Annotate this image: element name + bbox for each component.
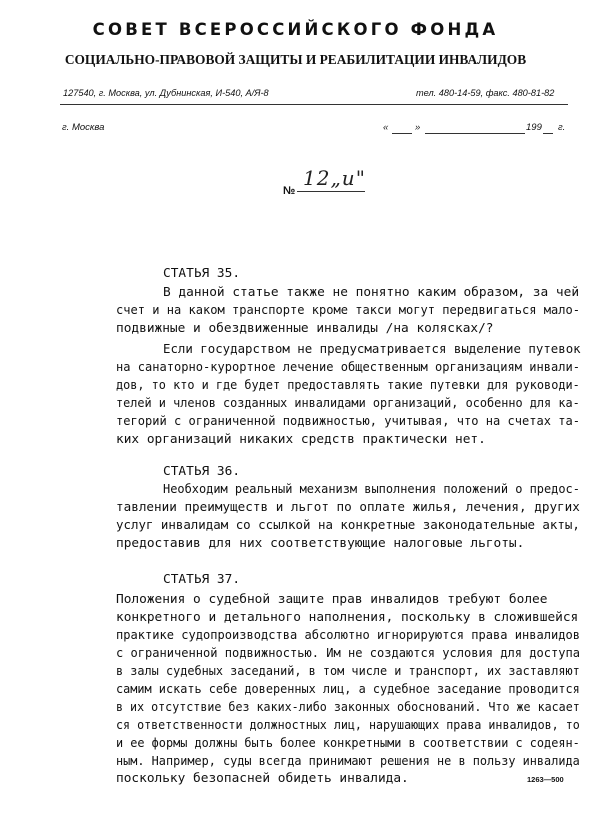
city-label: г. Москва xyxy=(62,122,105,133)
body-line: предоставив для них соответствующие налоговые льготы. xyxy=(116,536,525,551)
date-open-quote: « xyxy=(383,122,389,133)
body-line: поскольку безопасней обидеть инвалида. xyxy=(116,771,409,786)
body-line: самим искать себе доверенных лиц, а судебное заседание проводится xyxy=(116,682,580,697)
body-line: конкретного и детального наполнения, поскольку в сложившейся xyxy=(116,610,579,625)
article-heading: СТАТЬЯ 35. xyxy=(163,266,241,281)
body-line: ным. Например, суды всегда принимают решения не в пользу инвалида xyxy=(116,754,580,769)
body-line: ся ответственности должностных лиц, нарушающих права инвалидов, то xyxy=(116,718,580,733)
handwritten-number: 12„и" xyxy=(303,166,366,190)
body-line: на санаторно-курортное лечение общественным организациям инвали- xyxy=(116,360,581,375)
body-line: и ее формы должны быть более конкретными в соответствии с содеян- xyxy=(116,736,580,751)
number-label: № xyxy=(283,185,296,197)
body-line: дов, то кто и где будет предоставлять такие путевки для руководи- xyxy=(116,378,580,393)
date-day-blank xyxy=(392,133,412,134)
print-code: 1263—500 xyxy=(527,775,564,784)
body-line: практике судопроизводства абсолютно игнорируются права инвалидов xyxy=(116,628,581,643)
body-line: ких организаций никаких средств практически нет. xyxy=(116,432,486,447)
body-line: Положения о судебной защите прав инвалидов требуют более xyxy=(116,592,548,607)
body-line: Если государством не предусматривается выделение путевок xyxy=(163,342,581,357)
body-line: с ограниченной подвижностью. Им не создаются условия для доступа xyxy=(116,646,581,661)
body-line: в их отсутствие без каких-либо законных обоснований. Что же касает xyxy=(116,700,580,715)
year-prefix: 199 xyxy=(526,122,542,133)
date-month-blank xyxy=(425,133,525,134)
year-suffix: г. xyxy=(558,122,566,133)
body-line: Необходим реальный механизм выполнения положений о предос- xyxy=(163,482,580,497)
body-line: в залы судебных заседаний, в том числе и транспорт, их заставляют xyxy=(116,664,580,679)
body-line: тавлении преимуществ и льгот по оплате жилья, лечения, других xyxy=(116,500,580,515)
body-line: услуг инвалидам со ссылкой на конкретные законодательные акты, xyxy=(116,518,580,533)
body-line: тегорий с ограниченной подвижностью, учитывая, что на счетах та- xyxy=(116,414,581,429)
number-underline xyxy=(297,191,365,192)
body-line: телей и членов созданных инвалидами организаций, особенно для ка- xyxy=(116,396,580,411)
article-heading: СТАТЬЯ 36. xyxy=(163,464,241,479)
date-close-quote: » xyxy=(415,122,421,133)
header-divider xyxy=(60,104,568,105)
body-line: В данной статье также не понятно каким образом, за чей xyxy=(163,285,580,300)
year-blank xyxy=(543,133,553,134)
organization-phones: тел. 480-14-59, факс. 480-81-82 xyxy=(416,88,555,98)
organization-title: СОВЕТ ВСЕРОССИЙСКОГО ФОНДА xyxy=(92,20,499,39)
organization-address: 127540, г. Москва, ул. Дубнинская, И-540, А/Я-8 xyxy=(63,88,269,98)
article-heading: СТАТЬЯ 37. xyxy=(163,572,241,587)
body-line: счет и на каком транспорте кроме такси могут передвигаться мало- xyxy=(116,303,581,318)
body-line: подвижные и обездвиженные инвалиды /на колясках/? xyxy=(116,321,494,336)
organization-subtitle: СОЦИАЛЬНО-ПРАВОВОЙ ЗАЩИТЫ И РЕАБИЛИТАЦИИ ИНВАЛИДОВ xyxy=(64,52,527,67)
